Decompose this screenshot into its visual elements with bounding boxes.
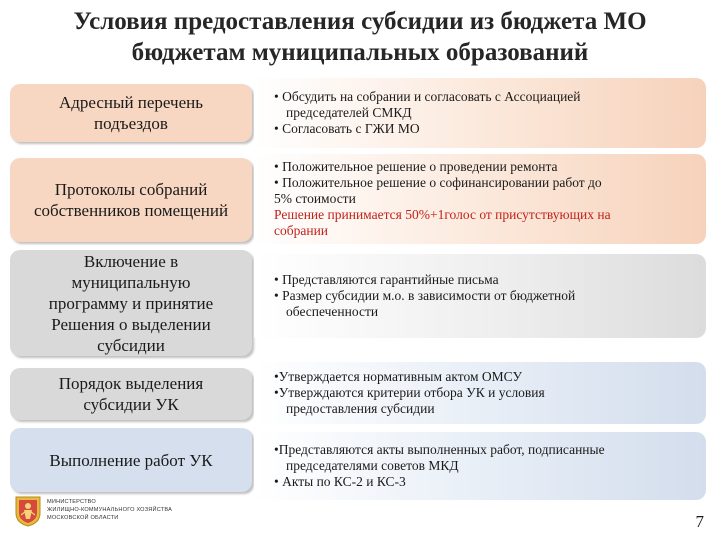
row-3-label-line: муниципальную bbox=[71, 272, 191, 292]
row-4-details-box bbox=[254, 362, 706, 424]
row-2-detail-line: • Положительное решение о проведении ремонта bbox=[274, 159, 558, 174]
ministry-name-line: ЖИЛИЩНО-КОММУНАЛЬНОГО ХОЗЯЙСТВА bbox=[47, 507, 173, 513]
row-2-decision-line: собрании bbox=[274, 223, 329, 238]
row-3-detail-line: обеспеченности bbox=[286, 304, 379, 319]
row-4-label-box bbox=[10, 368, 252, 420]
row-5-detail-line: председателями советов МКД bbox=[286, 458, 459, 473]
row-3-detail-line: • Размер субсидии м.о. в зависимости от бюджетной bbox=[274, 288, 576, 303]
row-3-label-line: субсидии bbox=[97, 335, 165, 355]
title-line-2: бюджетам муниципальных образований bbox=[131, 39, 589, 66]
row-5-detail-line: • Акты по КС-2 и КС-3 bbox=[274, 474, 406, 489]
row-1-detail-line: председателей СМКД bbox=[286, 105, 412, 120]
row-2-detail-line: • Положительное решение о софинансировании работ до bbox=[274, 175, 602, 190]
row-5-details-box bbox=[254, 432, 706, 500]
row-3-label-box bbox=[10, 250, 252, 356]
row-2-label-box bbox=[10, 158, 252, 242]
row-1-detail-line: • Согласовать с ГЖИ МО bbox=[274, 121, 420, 136]
row-3-label-line: Решения о выделении bbox=[51, 314, 211, 334]
row-1-label-box bbox=[10, 84, 252, 142]
row-4-label-line: субсидии УК bbox=[83, 395, 179, 414]
row-3-label-line: Включение в bbox=[83, 251, 179, 271]
ministry-name-line: МИНИСТЕРСТВО bbox=[47, 499, 96, 505]
row-2-detail-line: 5% стоимости bbox=[274, 191, 356, 206]
ministry-name bbox=[47, 498, 172, 522]
row-1-detail-line: • Обсудить на собрании и согласовать с Ассоциацией bbox=[274, 89, 581, 104]
row-4-detail-line: предоставления субсидии bbox=[286, 401, 435, 416]
row-2-label-line: Протоколы собраний bbox=[54, 180, 208, 199]
row-2-label-line: собственников помещений bbox=[33, 201, 229, 220]
row-5-label-box bbox=[10, 428, 252, 492]
row-4-label-line: Порядок выделения bbox=[58, 374, 204, 393]
row-4-detail-line: •Утверждаются критерии отбора УК и условия bbox=[274, 385, 545, 400]
row-3-details-box bbox=[254, 254, 706, 338]
row-3-detail-line: • Представляются гарантийные письма bbox=[274, 272, 499, 287]
row-5-label-line: Выполнение работ УК bbox=[49, 450, 213, 470]
page-number: 7 bbox=[695, 512, 704, 531]
title-line-1: Условия предоставления субсидии из бюджета МО bbox=[73, 8, 647, 35]
row-1-label-line: подъездов bbox=[94, 114, 168, 133]
row-1-label-line: Адресный перечень bbox=[58, 93, 204, 112]
row-5-detail-line: •Представляются акты выполненных работ, подписанные bbox=[274, 442, 605, 457]
row-3-label-line: программу и принятие bbox=[48, 293, 214, 313]
row-2-details-box bbox=[254, 154, 706, 244]
row-4-detail-line: •Утверждается нормативным актом ОМСУ bbox=[274, 369, 523, 384]
ministry-name-line: МОСКОВСКОЙ ОБЛАСТИ bbox=[47, 515, 119, 521]
row-1-details-box bbox=[254, 78, 706, 148]
slide-title bbox=[0, 6, 720, 68]
ministry-coat-of-arms-icon bbox=[14, 495, 42, 527]
row-2-decision-line: Решение принимается 50%+1голос от присутствующих на bbox=[274, 207, 611, 222]
